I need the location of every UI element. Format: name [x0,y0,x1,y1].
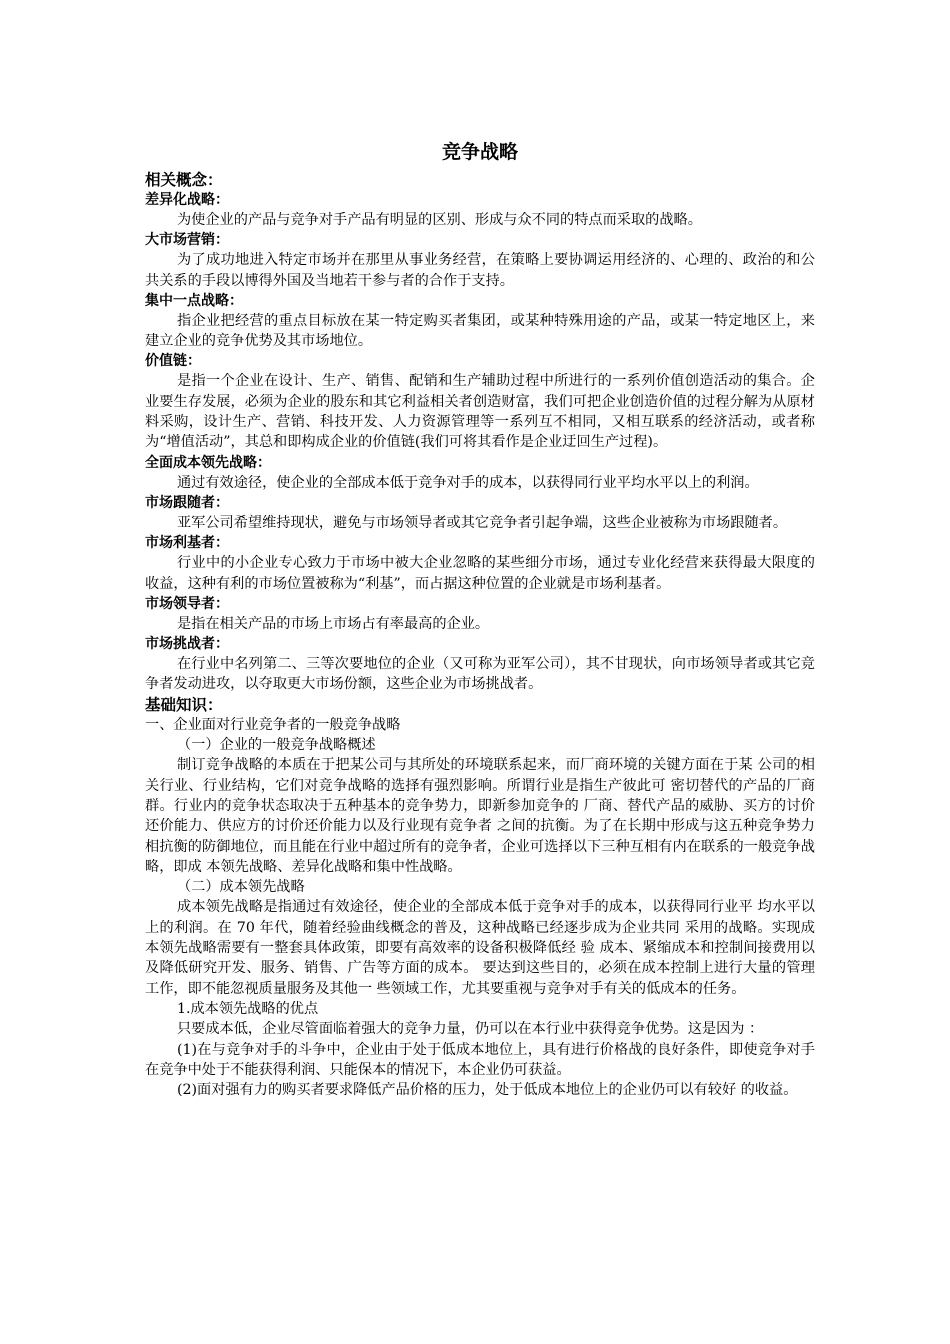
term-definition: 是指一个企业在设计、生产、销售、配销和生产辅助过程中所进行的一系列价值创造活动的集合。企业要生存发展，必须为企业的股东和其它利益相关者创造财富，我们可把企业创造价值的过程分解为从原材料采购，设计生产、营销、科技开发、人力资源管理等一系列互不相同，又相互联系的经济活动，或者称为“增值活动”，其总和即构成企业的价值链(我们可将其看作是企业迂回生产过程)。 [145,373,815,451]
term-definition: 指企业把经营的重点目标放在某一特定购买者集团，或某种特殊用途的产品，或某一特定地区上，来建立企业的竞争优势及其市场地位。 [145,312,815,350]
term-definition: 为了成功地进入特定市场并在那里从事业务经营，在策略上要协调运用经济的、心理的、政治的和公共关系的手段以博得外国及当地若干参与者的合作于支持。 [145,252,815,289]
heading-level-3: 1.成本领先战略的优点 [176,1000,319,1017]
term-label: 市场跟随者： [145,494,229,511]
heading-level-2: （一）企业的一般竞争战略概述 [176,737,376,754]
body-paragraph: 成本领先战略是指通过有效途径，使企业的全部成本低于竞争对手的成本，以获得同行业平 均水平以上的利润。在 70 年代，随着经验曲线概念的普及，这种战略已经逐步成为企业共同 采用的战略。实现成本领先战略需要有一整套具体政策，即要有高效率的设备积极降低经 验 成本、紧缩成本和控制间接费用以及降低研究开发、服务、销售、广告等方面的成本。 要达到这些目的，必须在成本控制上进行大量的管理工作，即不能忽视质量服务及其他一 些领域工作，尤其要重视与竞争对手有关的低成本的任务。 [145,899,815,997]
term-label: 市场利基者： [145,535,229,552]
term-label: 大市场营销： [145,232,229,249]
term-definition: 亚军公司希望维持现状，避免与市场领导者或其它竞争者引起争端，这些企业被称为市场跟随者。 [176,514,788,531]
term-label: 价值链： [145,353,201,370]
document-title: 竞争战略 [441,141,518,163]
heading-level-1: 一、企业面对行业竞争者的一般竞争战略 [145,716,401,733]
term-label: 集中一点战略： [145,292,243,309]
section-heading-concepts: 相关概念： [145,171,223,189]
term-label: 市场挑战者： [145,636,229,653]
term-definition: 是指在相关产品的市场上市场占有率最高的企业。 [176,615,490,632]
body-paragraph: (1)在与竞争对手的斗争中，企业由于处于低成本地位上，具有进行价格战的良好条件，即使竞争对手在竞争中处于不能获得利润、只能保本的情况下，本企业仍可获益。 [145,1041,815,1078]
body-paragraph: 只要成本低，企业尽管面临着强大的竞争力量，仍可以在本行业中获得竞争优势。这是因为 ： [176,1021,764,1038]
term-definition: 为使企业的产品与竞争对手产品有明显的区别、形成与众不同的特点而采取的战略。 [176,212,702,228]
term-label: 差异化战略： [145,192,229,208]
heading-level-2: （二）成本领先战略 [176,879,305,896]
document-page [145,140,815,1100]
section-heading-basics: 基础知识： [145,695,223,714]
term-label: 全面成本领先战略： [145,454,271,471]
term-label: 市场领导者： [145,595,229,612]
term-definition: 通过有效途径，使企业的全部成本低于竞争对手的成本，以获得同行业平均水平以上的利润。 [176,474,759,491]
body-paragraph: (2)面对强有力的购买者要求降低产品价格的压力，处于低成本地位上的企业仍可以有较好 的收益。 [176,1082,798,1099]
body-paragraph: 制订竞争战略的本质在于把某公司与其所处的环境联系起来，而厂商环境的关键方面在于某 公司的相关行业、行业结构，它们对竞争战略的选择有强烈影响。所谓行业是指生产彼此可 密切替代的产品的厂商群。行业内的竞争状态取决于五种基本的竞争势力，即新参加竞争的 厂商、替代产品的威胁、买方的讨价还价能力、供应方的讨价还价能力以及行业现有竞争者 之间的抗衡。为了在长期中形成与这五种竞争势力相抗衡的防御地位，而且能在行业中超过所有的竞争者，企业可选择以下三种互相有内在联系的一般竞争战略，即成 本领先战略、差异化战略和集中性战略。 [145,757,815,875]
term-definition: 行业中的小企业专心致力于市场中被大企业忽略的某些细分市场，通过专业化经营来获得最大限度的收益，这种有利的市场位置被称为“利基”，而占据这种位置的企业就是市场利基者。 [145,555,815,592]
term-definition: 在行业中名列第二、三等次要地位的企业（又可称为亚军公司），其不甘现状，向市场领导者或其它竞争者发动进攻，以夺取更大市场份额，这些企业为市场挑战者。 [145,656,815,693]
